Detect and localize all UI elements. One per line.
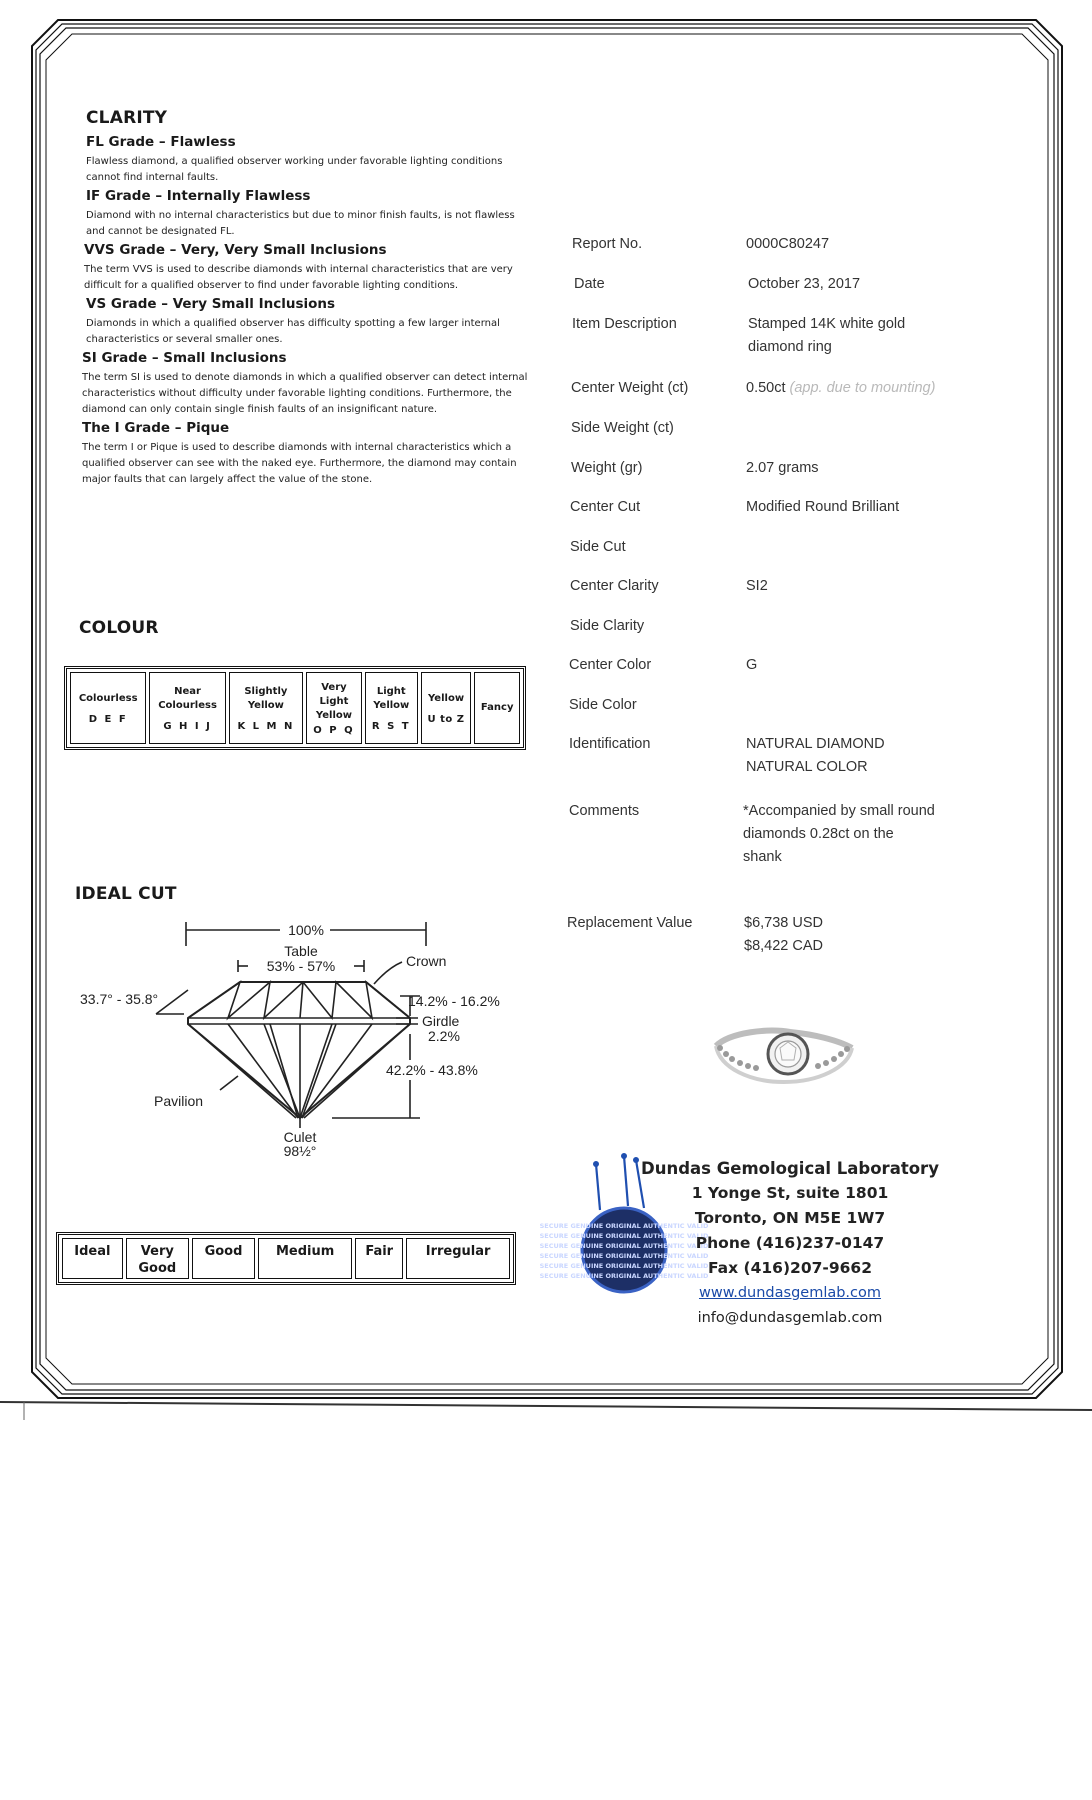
crown-angle-label: 33.7° - 35.8° [80, 991, 159, 1007]
clarity-grade-fl: FL Grade – Flawless Flawless diamond, a qualified observer working under favorable lighting conditions cannot find internal faults. [86, 134, 503, 183]
cut-cell-irregular: Irregular [406, 1238, 510, 1279]
colour-cell-yellow: Yellow U to Z [421, 672, 472, 744]
item-description-label: Item Description [572, 316, 677, 332]
lab-address-line2: Toronto, ON M5E 1W7 [694, 1209, 886, 1227]
colour-heading: COLOUR [79, 618, 159, 638]
cut-cell-medium: Medium [258, 1238, 352, 1279]
svg-text:SECURE GENUINE ORIGINAL AUTHEN: SECURE GENUINE ORIGINAL AUTHENTIC VALID [539, 1232, 709, 1240]
ideal-cut-heading: IDEAL CUT [75, 884, 177, 904]
lab-phone: Phone (416)237-0147 [695, 1234, 885, 1252]
svg-text:SECURE GENUINE ORIGINAL AUTHEN: SECURE GENUINE ORIGINAL AUTHENTIC VALID [539, 1262, 709, 1270]
svg-text:SECURE GENUINE ORIGINAL AUTHEN: SECURE GENUINE ORIGINAL AUTHENTIC VALID [539, 1222, 709, 1230]
lab-contact [630, 1156, 950, 1331]
center-cut-value: Modified Round Brilliant [746, 499, 900, 515]
colour-cell-very-light-yellow: Very Light Yellow O P Q [306, 672, 362, 744]
side-clarity-label: Side Clarity [570, 618, 645, 634]
clarity-grades [80, 134, 530, 488]
replacement-value-label: Replacement Value [567, 915, 693, 931]
girdle-label: Girdle [422, 1013, 460, 1029]
svg-text:SECURE GENUINE ORIGINAL AUTHEN: SECURE GENUINE ORIGINAL AUTHENTIC VALID [539, 1252, 709, 1260]
side-color-label: Side Color [569, 697, 637, 713]
cut-cell-good: Good [192, 1238, 255, 1279]
center-clarity-label: Center Clarity [570, 578, 659, 594]
clarity-grade-vvs: VVS Grade – Very, Very Small Inclusions The term VVS is used to describe diamonds with internal characteristics that are very difficult for a qualified observer to find under favorable lighting conditions. [84, 242, 513, 291]
colour-cell-colourless: Colourless D E F [70, 672, 146, 744]
clarity-grade-vs: VS Grade – Very Small Inclusions Diamonds in which a qualified observer has difficulty spotting a few larger internal characteristics or several smaller ones. [86, 296, 500, 345]
side-weight-label: Side Weight (ct) [571, 420, 674, 436]
colour-cell-light-yellow: Light Yellow R S T [365, 672, 418, 744]
lab-website-link[interactable]: www.dundasgemlab.com [698, 1285, 882, 1301]
diamond-proportions-diagram [70, 910, 530, 1170]
date-label: Date [574, 276, 605, 292]
item-description-value: Stamped 14K white gold diamond ring [748, 316, 906, 355]
report-number-label: Report No. [572, 236, 643, 252]
center-clarity-value: SI2 [746, 578, 768, 594]
colour-scale-table [64, 666, 526, 750]
weight-value: 2.07 grams [746, 460, 819, 476]
cut-cell-ideal: Ideal [62, 1238, 123, 1279]
replacement-value: $6,738 USD $8,422 CAD [744, 915, 823, 954]
culet-angle-label: 98½° [283, 1143, 317, 1159]
pavilion-depth-label: 42.2% - 43.8% [386, 1062, 478, 1078]
identification-label: Identification [569, 736, 651, 752]
lab-name: Dundas Gemological Laboratory [641, 1159, 939, 1178]
lab-fax: Fax (416)207-9662 [708, 1259, 872, 1277]
identification-value: NATURAL DIAMOND NATURAL COLOR [746, 736, 885, 775]
side-cut-label: Side Cut [570, 539, 626, 555]
pavilion-label: Pavilion [154, 1093, 204, 1109]
colour-cell-fancy: Fancy [474, 672, 520, 744]
weight-label: Weight (gr) [571, 460, 643, 476]
clarity-grade-si: SI Grade – Small Inclusions The term SI is used to denote diamonds in which a qualified observer can detect internal characteristics without difficulty under favorable lighting conditions. Furthermore, the diamond can only contain single finish faults of an insignificant nature. [82, 350, 528, 415]
girdle-value-label: 2.2% [428, 1028, 460, 1044]
culet-label: Culet [283, 1129, 317, 1145]
cut-grade-table [56, 1232, 516, 1285]
clarity-grade-if: IF Grade – Internally Flawless Diamond with no internal characteristics but due to minor finish faults, is not flawless and cannot be designated FL. [86, 188, 515, 237]
center-color-value: G [746, 657, 758, 673]
total-width-label: 100% [288, 922, 324, 938]
report-number-value: 0000C80247 [746, 236, 830, 252]
lab-email: info@dundasgemlab.com [697, 1310, 883, 1326]
comments-label: Comments [569, 803, 640, 819]
svg-text:SECURE GENUINE ORIGINAL AUTHEN: SECURE GENUINE ORIGINAL AUTHENTIC VALID [539, 1272, 709, 1280]
center-color-label: Center Color [569, 657, 652, 673]
clarity-heading: CLARITY [86, 108, 168, 128]
svg-text:SECURE GENUINE ORIGINAL AUTHEN: SECURE GENUINE ORIGINAL AUTHENTIC VALID [539, 1242, 709, 1250]
date-value: October 23, 2017 [748, 276, 861, 292]
center-weight-note: (app. due to mounting) [789, 380, 936, 396]
colour-cell-near-colourless: Near Colourless G H I J [149, 672, 225, 744]
cut-cell-fair: Fair [355, 1238, 403, 1279]
table-range-label: 53% - 57% [266, 958, 336, 974]
colour-cell-slightly-yellow: Slightly Yellow K L M N [229, 672, 303, 744]
center-cut-label: Center Cut [570, 499, 641, 515]
comments-value: *Accompanied by small round diamonds 0.28ct on the shank [743, 803, 935, 865]
lab-address-line1: 1 Yonge St, suite 1801 [691, 1184, 889, 1202]
table-label: Table [284, 943, 318, 959]
center-weight-value: 0.50ct (app. due to mounting) [746, 380, 936, 396]
center-weight-label: Center Weight (ct) [571, 380, 689, 396]
ring-photo [710, 1012, 858, 1104]
crown-label: Crown [406, 953, 447, 969]
crown-height-label: 14.2% - 16.2% [408, 993, 500, 1009]
clarity-grade-i: The I Grade – Pique The term I or Pique is used to describe diamonds with internal characteristics which a qualified observer can see with the naked eye. Furthermore, the diamond may contain major faults that can largely affect the value of the stone. [82, 420, 517, 485]
cut-cell-very-good: Very Good [126, 1238, 189, 1279]
